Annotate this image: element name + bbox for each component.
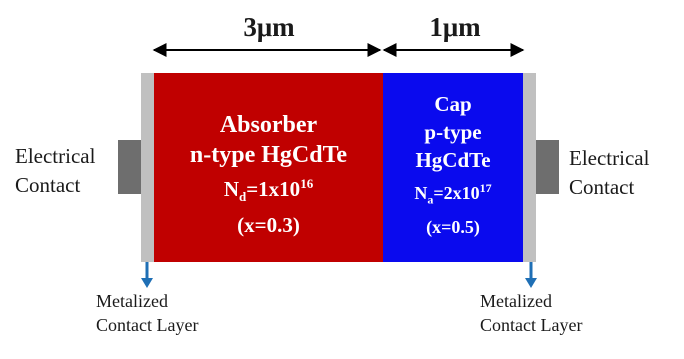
absorber-title: Absorber [219,112,318,138]
right-metal-layer-label [480,289,582,337]
absorber-width-label: 3μm [243,12,295,42]
left-metal-layer-label [96,289,198,337]
left-contact-pad [118,140,141,194]
absorber-text [154,110,383,239]
cap-type: p-type [424,120,482,144]
absorber-doping [154,170,383,211]
cap-doping-exp: 17 [479,181,492,195]
left-contact-line2: Contact [15,173,81,197]
cap-text [383,90,523,240]
left-contact-label [15,142,95,200]
left-contact-line1: Electrical [15,144,96,168]
left-metal-layer [141,73,154,262]
cap-title: Cap [434,92,472,116]
right-contact-line2: Contact [569,175,635,199]
absorber-type: n-type HgCdTe [189,142,348,168]
absorber-doping-sub: d [238,189,247,205]
cap-composition: (x=0.5) [426,216,480,237]
right-contact-line1: Electrical [569,146,650,170]
cap-doping [383,174,523,214]
cap-width-label: 1μm [429,12,481,42]
cap-material: HgCdTe [415,148,491,172]
cap-doping-symbol: N [414,183,428,203]
cap-doping-value: =2x10 [433,183,480,203]
right-contact-pad [536,140,559,194]
left-metal-line1: Metalized [96,291,168,311]
right-metal-line1: Metalized [480,291,552,311]
right-metal-line2: Contact Layer [480,315,583,335]
absorber-doping-value: =1x10 [246,177,301,201]
left-metal-line2: Contact Layer [96,315,199,335]
left-metal-pointer-head [141,278,153,288]
absorber-doping-symbol: N [223,177,239,201]
right-contact-label [569,144,649,202]
absorber-doping-exp: 16 [300,176,314,191]
right-metal-pointer-head [525,278,537,288]
right-metal-layer [523,73,536,262]
absorber-composition: (x=0.3) [237,213,300,238]
cap-doping-sub: a [427,192,434,207]
